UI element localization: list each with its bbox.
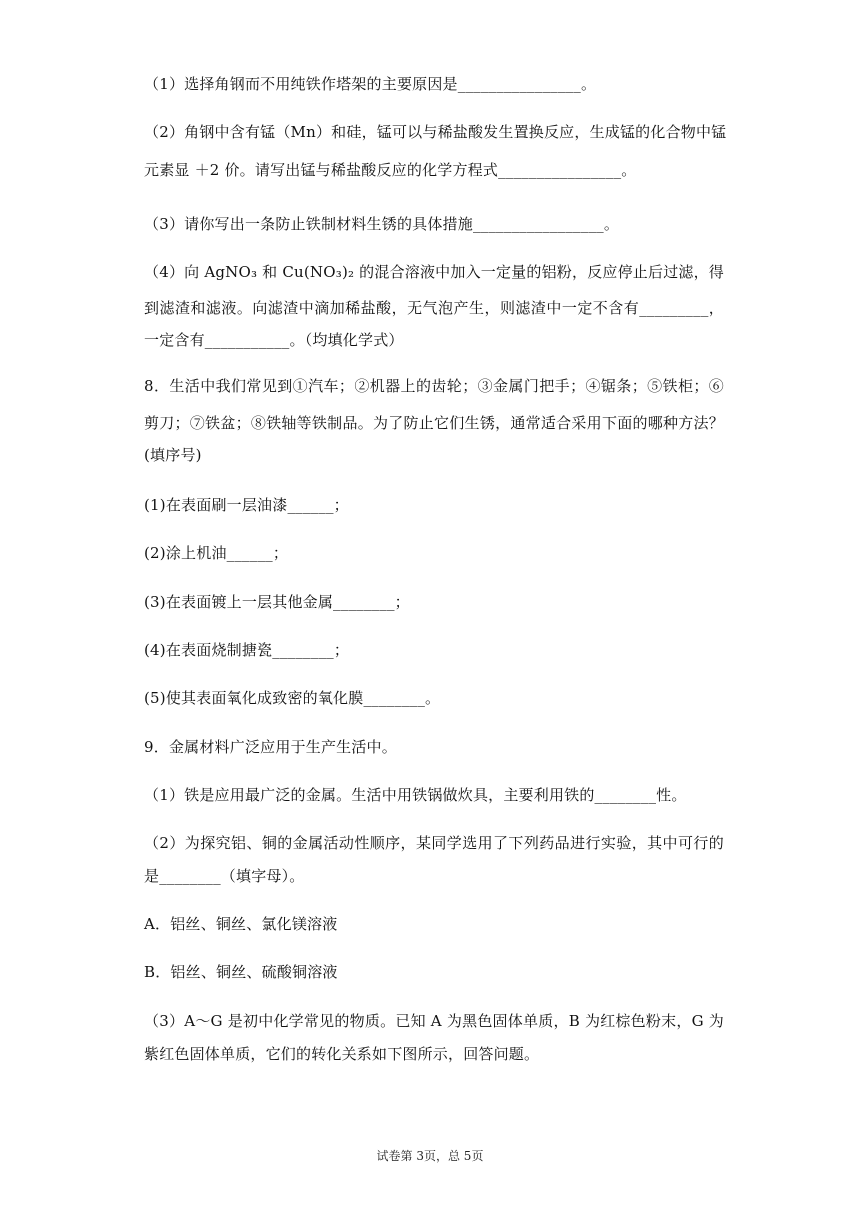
q7-part1-text: （1）选择角钢而不用纯铁作塔架的主要原因是________________。: [144, 75, 597, 93]
q9-part2-text-line2: 是________（填字母）。: [144, 867, 305, 885]
q9-option-b: B．铝丝、铜丝、硫酸铜溶液: [144, 963, 338, 981]
q8-stem-line2: 剪刀；⑦铁盆；⑧铁轴等铁制品。为了防止它们生锈，通常适合采用下面的哪种方法？: [144, 414, 724, 432]
page-footer: 试卷第 3页，总 5页: [376, 1149, 484, 1163]
q9-part3-text-line1: （3）A～G 是初中化学常见的物质。已知 A 为黑色固体单质，B 为红棕色粉末，G 为: [144, 1012, 724, 1030]
q9-part3-text-line2: 紫红色固体单质，它们的转化关系如下图所示，回答问题。: [144, 1045, 540, 1063]
q7-part3-text: （3）请你写出一条防止铁制材料生锈的具体措施_________________。: [144, 215, 620, 233]
q9-stem: 9．金属材料广泛应用于生产生活中。: [144, 738, 397, 756]
q7-part2-text-line2: 元素显 ＋2 价。请写出锰与稀盐酸反应的化学方程式________________。: [144, 161, 637, 179]
q8-item4: (4)在表面烧制搪瓷________；: [144, 641, 350, 659]
q8-stem-line1: 8．生活中我们常见到①汽车；②机器上的齿轮；③金属门把手；④锯条；⑤铁柜；⑥: [144, 377, 724, 395]
q8-item1: (1)在表面刷一层油漆______；: [144, 496, 349, 514]
q8-item3: (3)在表面镀上一层其他金属________；: [144, 593, 410, 611]
q9-part1-text: （1）铁是应用最广泛的金属。生活中用铁锅做炊具，主要利用铁的________性。: [144, 786, 687, 804]
q7-part2-text-line1: （2）角钢中含有锰（Mn）和硅，锰可以与稀盐酸发生置换反应，生成锰的化合物中锰: [144, 123, 727, 141]
q8-stem-line3: (填序号): [144, 446, 202, 464]
q8-item2: (2)涂上机油______；: [144, 544, 289, 562]
q8-item5: (5)使其表面氧化成致密的氧化膜________。: [144, 689, 441, 707]
q7-part4-text-line3: 一定含有___________。（均填化学式）: [144, 331, 404, 349]
q9-option-a: A．铝丝、铜丝、氯化镁溶液: [144, 915, 338, 933]
q7-part4-text-line1: （4）向 AgNO₃ 和 Cu(NO₃)₂ 的混合溶液中加入一定量的铝粉，反应停止后过滤，得: [144, 263, 724, 281]
q9-part2-text-line1: （2）为探究铝、铜的金属活动性顺序，某同学选用了下列药品进行实验，其中可行的: [144, 834, 724, 852]
q7-part4-text-line2: 到滤渣和滤液。向滤渣中滴加稀盐酸，无气泡产生，则滤渣中一定不含有_________，: [144, 299, 724, 317]
